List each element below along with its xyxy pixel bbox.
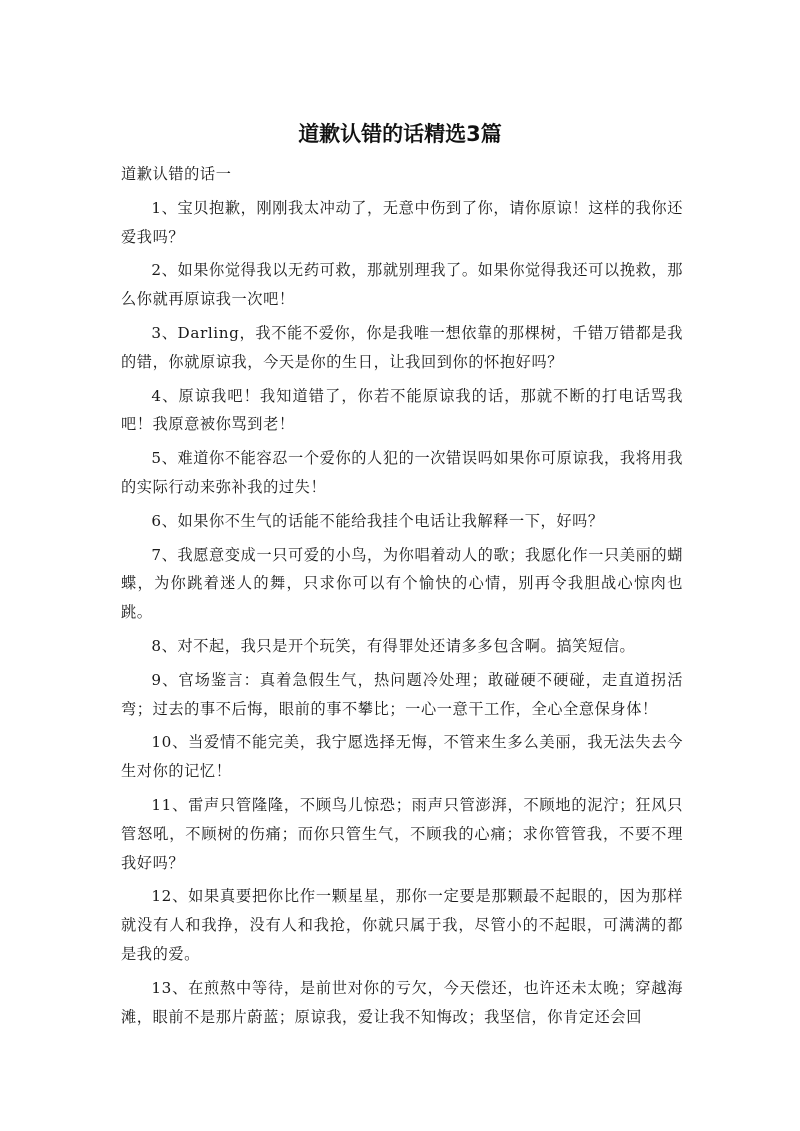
- paragraph-7: 7、我愿意变成一只可爱的小鸟，为你唱着动人的歌；我愿化作一只美丽的蝴蝶，为你跳着迷人的舞，只求你可以有个愉快的心情，别再令我胆战心惊肉也跳。: [121, 545, 683, 622]
- section-heading: 道歉认错的话一: [121, 165, 232, 183]
- paragraph-9: 9、官场鉴言：真着急假生气，热问题冷处理；敢碰硬不硬碰，走直道拐活弯；过去的事不后悔，眼前的事不攀比；一心一意干工作，全心全意保身体！: [121, 670, 683, 718]
- paragraph-8: 8、对不起，我只是开个玩笑，有得罪处还请多多包含啊。搞笑短信。: [151, 636, 636, 655]
- paragraph-3: 3、Darling，我不能不爱你，你是我唯一想依靠的那棵树，千错万错都是我的错，你就原谅我，今天是你的生日，让我回到你的怀抱好吗？: [121, 323, 683, 371]
- document-body: [121, 160, 683, 1036]
- paragraph-13: 13、在煎熬中等待，是前世对你的亏欠，今天偿还，也许还未太晚；穿越海滩，眼前不是那片蔚蓝；原谅我，爱让我不知悔改；我坚信，你肯定还会回: [121, 978, 683, 1026]
- paragraph-5: 5、难道你不能容忍一个爱你的人犯的一次错误吗如果你可原谅我，我将用我的实际行动来弥补我的过失！: [121, 449, 683, 496]
- paragraph-11: 11、雷声只管隆隆，不顾鸟儿惊恐；雨声只管澎湃，不顾地的泥泞；狂风只管怒吼，不顾树的伤痛；而你只管生气，不顾我的心痛；求你管管我，不要不理我好吗？: [121, 795, 683, 872]
- paragraph-4: 4、原谅我吧！我知道错了，你若不能原谅我的话，那就不断的打电话骂我吧！我原意被你骂到老！: [121, 386, 683, 434]
- document-title: 道歉认错的话精选3篇: [298, 122, 502, 146]
- paragraph-12: 12、如果真要把你比作一颗星星，那你一定要是那颗最不起眼的，因为那样就没有人和我挣，没有人和我抢，你就只属于我，尽管小的不起眼，可满满的都是我的爱。: [121, 887, 683, 963]
- paragraph-2: 2、如果你觉得我以无药可救，那就别理我了。如果你觉得我还可以挽救，那么你就再原谅我一次吧！: [121, 261, 683, 309]
- paragraph-1: 1、宝贝抱歉，刚刚我太冲动了，无意中伤到了你，请你原谅！这样的我你还爱我吗？: [121, 198, 683, 246]
- paragraph-10: 10、当爱情不能完美，我宁愿选择无悔，不管来生多么美丽，我无法失去今生对你的记忆！: [121, 733, 683, 781]
- paragraph-6: 6、如果你不生气的话能不能给我挂个电话让我解释一下，好吗？: [151, 511, 604, 530]
